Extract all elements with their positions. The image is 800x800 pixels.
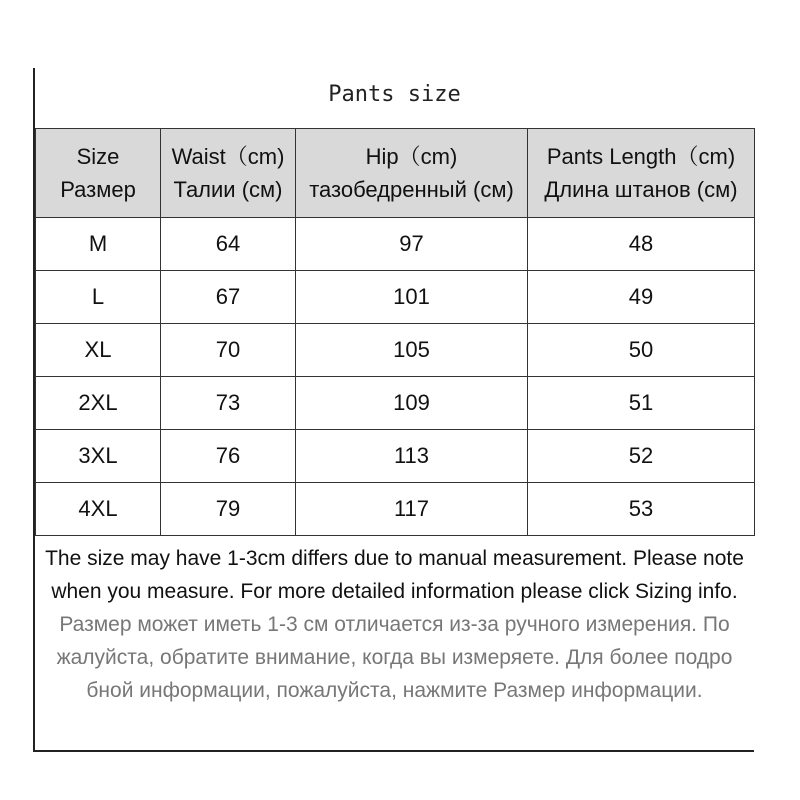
size-table: [35, 128, 755, 536]
table-row: [36, 271, 755, 324]
cell-size: 2XL: [36, 377, 161, 430]
cell-waist: 64: [161, 218, 296, 271]
measurement-note: [35, 538, 754, 707]
cell-length: 48: [528, 218, 755, 271]
header-size: Size Размер: [36, 129, 161, 218]
cell-waist: 79: [161, 483, 296, 536]
chart-title: Pants size: [328, 82, 461, 107]
cell-length: 50: [528, 324, 755, 377]
cell-length: 52: [528, 430, 755, 483]
cell-hip: 113: [296, 430, 528, 483]
table-row: [36, 218, 755, 271]
cell-waist: 67: [161, 271, 296, 324]
cell-waist: 70: [161, 324, 296, 377]
table-row: [36, 483, 755, 536]
cell-size: XL: [36, 324, 161, 377]
cell-size: 3XL: [36, 430, 161, 483]
table-row: [36, 377, 755, 430]
header-pants-length: Pants Length（cm) Длина штанов (см): [528, 129, 755, 218]
header-hip: Hip（cm) тазобедренный (см): [296, 129, 528, 218]
size-chart-frame: [33, 68, 754, 752]
cell-hip: 105: [296, 324, 528, 377]
note-russian: Размер может иметь 1-3 см отличается из-за ручного измерения. По жалуйста, обратите внимание, когда вы измеряете. Для более подро бной информации, пожалуйста, нажмите Размер информации.: [56, 613, 733, 702]
header-row: [36, 129, 755, 218]
cell-hip: 97: [296, 218, 528, 271]
cell-waist: 76: [161, 430, 296, 483]
cell-length: 51: [528, 377, 755, 430]
cell-length: 53: [528, 483, 755, 536]
note-english: The size may have 1-3cm differs due to manual measurement. Please note when you measure. For more detailed information please click Sizing info.: [45, 547, 744, 603]
cell-size: M: [36, 218, 161, 271]
cell-size: L: [36, 271, 161, 324]
header-waist: Waist（cm) Талии (см): [161, 129, 296, 218]
cell-hip: 109: [296, 377, 528, 430]
table-row: [36, 324, 755, 377]
cell-length: 49: [528, 271, 755, 324]
cell-waist: 73: [161, 377, 296, 430]
table-row: [36, 430, 755, 483]
cell-size: 4XL: [36, 483, 161, 536]
cell-hip: 101: [296, 271, 528, 324]
cell-hip: 117: [296, 483, 528, 536]
